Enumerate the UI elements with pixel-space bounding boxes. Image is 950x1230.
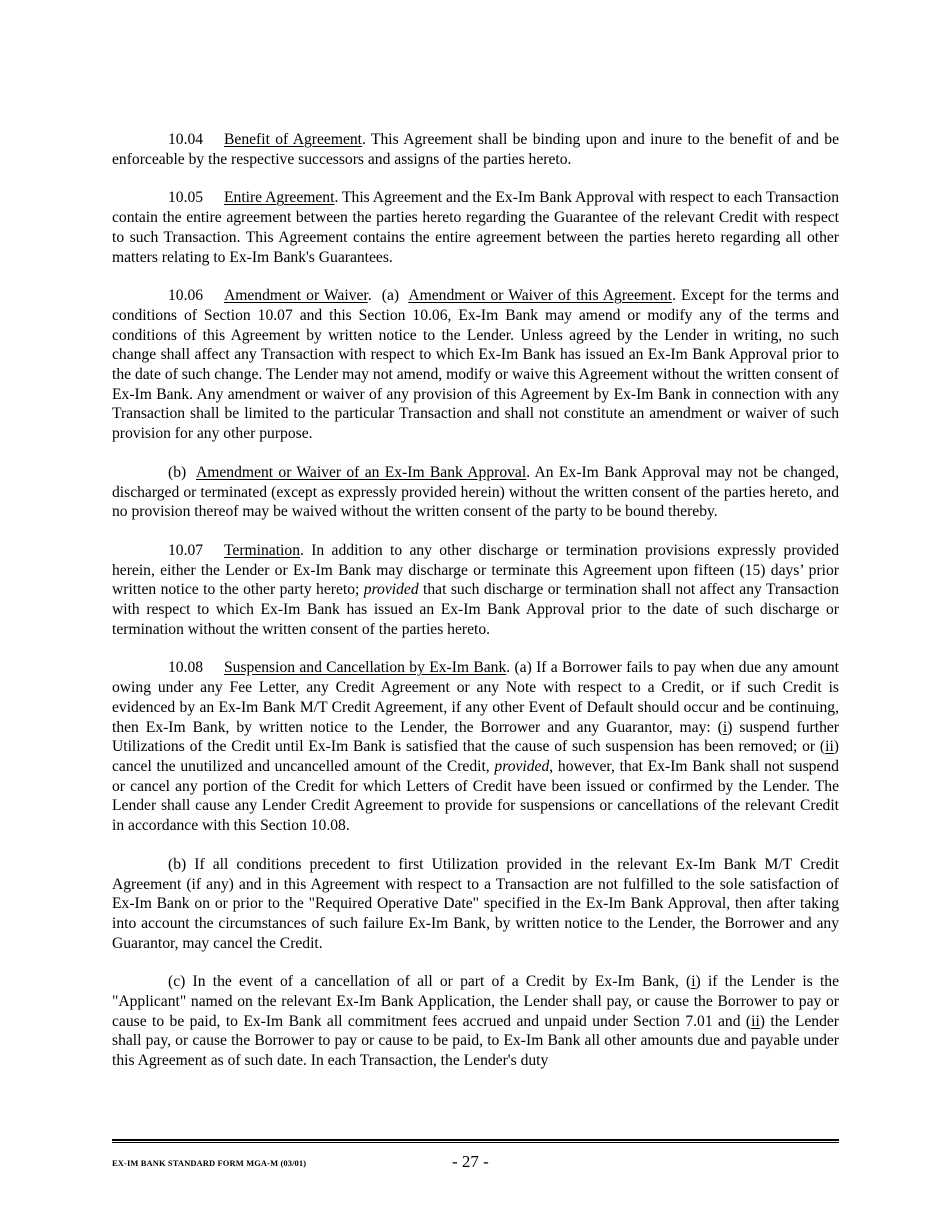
subsection-text-c: ) the Lender shall pay, or cause the Borrower to pay or cause to be paid, to Ex-Im Bank all other amounts due and payable under this Agreement as of such date. In each Transaction, the Lender's duty [112,1012,839,1070]
section-text-b: ) suspend further Utilizations of the Credit until Ex-Im Bank is satisfied that the cause of such suspension has been removed; or ( [112,718,839,756]
section-heading: Termination [224,541,300,559]
subsection-text-a: (c) In the event of a cancellation of all or part of a Credit by Ex-Im Bank, ( [168,973,692,991]
section-10-08-b [112,855,839,954]
provided-term: provided [494,757,550,775]
section-number: 10.04 [168,131,204,148]
section-10-08 [112,658,839,835]
section-number: 10.07 [168,541,204,559]
section-number: 10.05 [168,189,204,207]
section-mid: . (a) [367,287,409,305]
section-10-06 [112,286,839,444]
section-text: . This Agreement shall be binding upon and inure to the benefit of and be enforceable by the respective successors and assigns of the parties hereto. [112,131,839,168]
section-text-d: , however, that Ex-Im Bank shall not suspend or cancel any portion of the Credit for which Letters of Credit have been issued or confirmed by the Lender. The Lender shall cause any Lender Credit Agreement to provide for suspensions or cancellations of the relevant Credit in accordance with this Section 10.08. [112,757,839,835]
section-heading: Benefit of Agreement [224,131,363,148]
section-text: . Except for the terms and conditions of Section 10.07 and this Section 10.06, Ex-Im Bank may amend or modify any of the terms and conditions of this Agreement by written notice to the Lender. Unless agreed by the Lender in writing, no such change shall affect any Transaction with respect to which Ex-Im Bank has issued an Ex-Im Bank Approval prior to the date of such change. The Lender may not amend, modify or waive this Agreement without the written consent of Ex-Im Bank. Any amendment or waiver of any provision of this Agreement by Ex-Im Bank in connection with any Transaction shall be limited to the particular Transaction and shall not constitute an amendment or waiver of such provision for any other purpose. [112,287,839,443]
section-10-05 [112,188,839,267]
subsection-text: (b) If all conditions precedent to first Utilization provided in the relevant Ex-Im Bank M/T Credit Agreement (if any) and in this Agreement with respect to a Transaction are not fulfilled to the sole satisfaction of Ex-Im Bank on or prior to the "Required Operative Date" specified in the Ex-Im Bank Approval, then after taking into account the circumstances of such failure Ex-Im Bank, by written notice to the Lender, the Borrower and any Guarantor, may cancel the Credit. [112,855,839,952]
section-heading: Entire Agreement [224,189,335,207]
section-10-04 [112,130,839,169]
section-subheading: Amendment or Waiver of this Agreement [408,287,673,305]
form-label: EX-IM BANK STANDARD FORM MGA-M (03/01) [112,1158,307,1168]
page-number: - 27 - [452,1152,489,1171]
roman-ii: ii [825,738,834,756]
section-heading: Amendment or Waiver [224,287,368,305]
section-10-06-b [112,463,839,522]
roman-ii: ii [751,1012,760,1030]
section-text-c: ) cancel the unutilized and uncancelled amount of the Credit, [112,738,839,775]
subsection-text: . An Ex-Im Bank Approval may not be changed, discharged or terminated (except as expressly provided herein) without the written consent of the parties hereto, and no provision thereof may be waived without the written consent of the party to be bound thereby. [112,463,840,521]
subsection-heading: Amendment or Waiver of an Ex-Im Bank Approval [195,463,527,481]
subsection-text-b: ) if the Lender is the "Applicant" named on the relevant Ex-Im Bank Application, the Lender shall pay, or cause the Borrower to pay or cause to be paid, to Ex-Im Bank all commitment fees accrued and unpaid under Section 7.01 and ( [112,973,839,1030]
footer-divider [112,1139,839,1143]
section-text-b: that such discharge or termination shall not affect any Transaction with respect to which Ex-Im Bank has issued an Ex-Im Bank Approval prior to the date of such discharge or termination without the written consent of the parties hereto. [112,581,839,638]
provided-term: provided [363,581,419,599]
roman-i: i [691,973,696,991]
section-heading: Suspension and Cancellation by Ex-Im Bank [224,659,507,677]
document-body [112,130,839,1090]
section-text: . This Agreement and the Ex-Im Bank Approval with respect to each Transaction contain the entire agreement between the parties hereto regarding the Guarantee of the relevant Credit with respect to such Transaction. This Agreement contains the entire agreement between the parties hereto regarding all other matters relating to Ex-Im Bank's Guarantees. [112,189,840,266]
section-text-a: . In addition to any other discharge or termination provisions expressly provided herein, either the Lender or Ex-Im Bank may discharge or terminate this Agreement upon fifteen (15) days’ prior written notice to the other party hereto; [112,541,839,599]
roman-i: i [722,718,728,736]
section-text-a: . (a) If a Borrower fails to pay when due any amount owing under any Fee Letter, any Credit Agreement or any Note with respect to a Credit, or if such Credit is evidenced by an Ex-Im Bank M/T Credit Agreement, if any other Event of Default should occur and be continuing, then Ex-Im Bank, by written notice to the Lender, the Borrower and any Guarantor, may: ( [112,659,839,736]
section-10-08-c [112,972,839,1071]
section-10-07 [112,541,839,640]
subsection-label: (b) [168,463,196,481]
section-number: 10.06 [168,287,204,305]
section-number: 10.08 [168,659,204,677]
